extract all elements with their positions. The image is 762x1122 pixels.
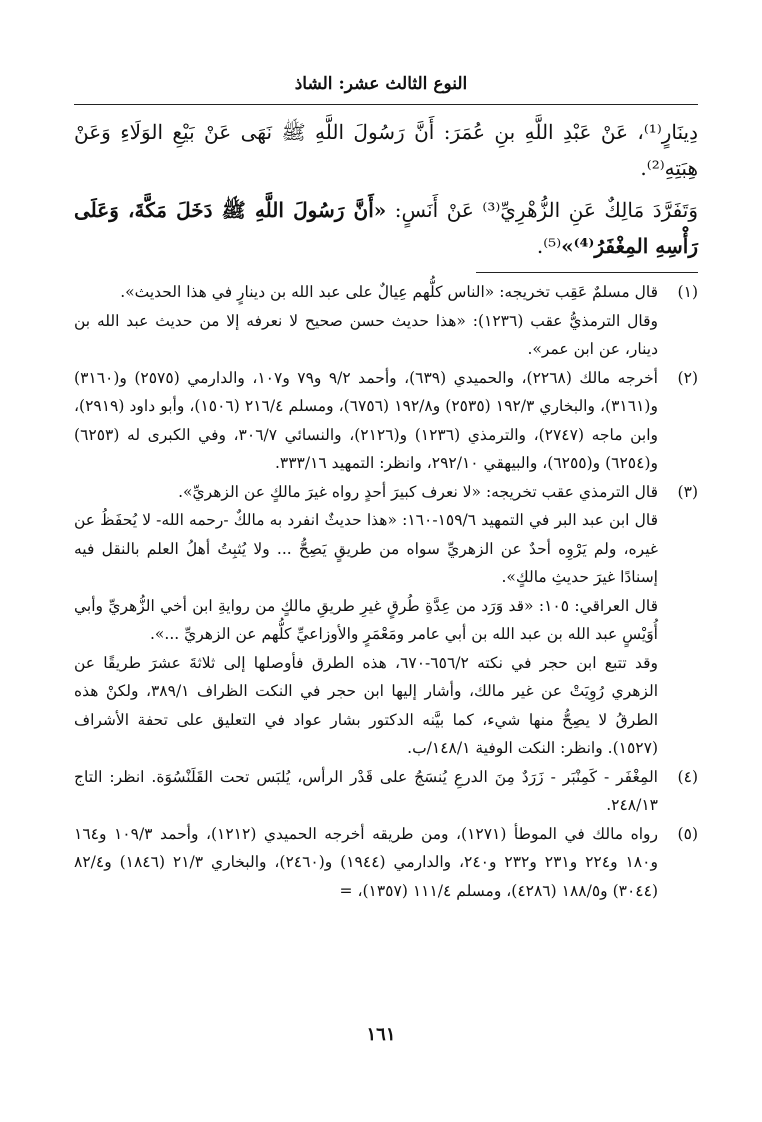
main-line-2 xyxy=(74,192,698,264)
footnote-paragraph: قال مسلمٌ عَقِب تخريجه: «الناس كلُّهم عِيالٌ على عبد الله بن دينارٍ في هذا الحديث». xyxy=(120,283,658,301)
main-line-1: دِينَارٍ⁽¹⁾، عَنْ عَبْدِ اللَّهِ بنِ عُمَرَ: أَنَّ رَسُولَ اللَّهِ ﷺ نَهَى عَنْ بَيْعِ الوَلَاءِ وَعَنْ هِبَتِهِ⁽²⁾. xyxy=(74,120,698,180)
footnote-4 xyxy=(74,763,698,820)
footnote-paragraph xyxy=(74,820,658,906)
footnote-paragraph: قال الترمذي عقب تخريجه: «لا نعرف كبيرَ أحدٍ رواه غيرَ مالكٍ عن الزهريِّ». xyxy=(178,482,658,501)
footnote-5 xyxy=(74,820,698,906)
header-divider xyxy=(74,104,698,105)
hadith-quote: «أَنَّ رَسُولَ اللَّهِ ﷺ دَخَلَ مَكَّةَ، وَعَلَى رَأْسِهِ المِغْفَرُ⁽⁴⁾» xyxy=(74,198,698,258)
footnote-number: (٣) xyxy=(677,482,698,501)
footnote-2 xyxy=(74,364,698,478)
footnote-paragraph: قال العراقي: ١٠٥: «قد وَرَد من عِدَّةِ طُرقٍ غيرِ طريقِ مالكٍ من روايةِ ابن أخي الزُّهريِّ وأبي أُوَيْسٍ عبد الله بن عبد الله بن أبي عامر ومَعْمَرٍ والأوزاعيِّ كلُّهم عن الزهريِّ ...». xyxy=(74,596,658,643)
footnote-number: (٢) xyxy=(677,368,698,387)
footnote-paragraph: وقال الترمذيُّ عقب (١٢٣٦): «هذا حديث حسن صحيح لا نعرفه إلا من حديث عبد الله بن دينار، عن ابن عمر». xyxy=(74,311,658,358)
page-number: ١٦١ xyxy=(366,1024,396,1045)
footnote-number: (٥) xyxy=(677,824,698,843)
footnote-number: (١) xyxy=(677,283,698,301)
main-line-2-end: ⁽⁵⁾. xyxy=(536,234,562,258)
footnote-paragraph: قال ابن عبد البر في التمهيد ١٥٩/٦-١٦٠: «هذا حديثٌ انفرد به مالكٌ -رحمه الله- لا يُحفَظُ عن غيره، ولم يَرْوِه أحدٌ عن الزهريِّ سواه من طريقٍ يَصِحُّ ... ولا يُثبِتُ أهلُ العلم بالنقل فيه إسنادًا غيرَ حديثِ مالكٍ». xyxy=(74,511,658,586)
footnote-divider xyxy=(476,272,698,273)
footnote-paragraph: المِغْفَر - كَمِنْبَر - زَرَدٌ مِنَ الدرعِ يُنسَجُ على قَدْر الرأس، يُلبَس تحت القَلَنْسُوَة. انظر: التاج ٢٤٨/١٣. xyxy=(74,767,658,814)
continuation-mark: = xyxy=(339,881,353,900)
page-header-title: النوع الثالث عشر: الشاذ xyxy=(294,74,468,94)
footnote-text: رواه مالك في الموطأ (١٢٧١)، ومن طريقه أخرجه الحميدي (١٢١٢)، وأحمد ١٠٩/٣ و١٦٤ و١٨٠ و٢٢٤ و٢٣١ و٢٣٢ و٢٤٠، والدارمي (١٩٤٤) و(٢٤٦٠)، والبخاري ٢١/٣ (١٨٤٦) و٨٢/٤ (٣٠٤٤) و١٨٨/٥ (٤٢٨٦)، ومسلم ١١١/٤ (١٣٥٧)، xyxy=(74,824,658,900)
footnote-3 xyxy=(74,478,698,763)
footnote-number: (٤) xyxy=(677,767,698,786)
footnote-paragraph: أخرجه مالك (٢٢٦٨)، والحميدي (٦٣٩)، وأحمد ٩/٢ و٧٩ و١٠٧، والدارمي (٢٥٧٥) و(٣١٦٠) و(٣١٦١)، والبخاري ١٩٢/٣ (٢٥٣٥) و١٩٢/٨ (٦٧٥٦)، ومسلم ٢١٦/٤ (١٥٠٦)، وأبو داود (٢٩١٩)، وابن ماجه (٢٧٤٧)، والترمذي (١٢٣٦) و(٢١٢٦)، والنسائي ٣٠٦/٧، وفي الكبرى له (٦٢٥٣) و(٦٢٥٤) و(٦٢٥٥)، والبيهقي ٢٩٢/١٠، وانظر: التمهيد ٣٣٣/١٦. xyxy=(74,368,658,472)
footnote-paragraph: وقد تتبع ابن حجر في نكته ٦٥٦/٢-٦٧٠، هذه الطرق فأوصلها إلى ثلاثةَ عشرَ طريقًا عن الزهري رُوِيَتْ عن غير مالك، وأشار إليها ابن حجر في النكت الظراف ٣٨٩/١، ولكنْ هذه الطرقُ لا يصِحُّ منها شيء، كما بيَّنه الدكتور بشار عواد في التعليق على تحفة الأشراف (١٥٢٧). وانظر: النكت الوفية ١٤٨/١/ب. xyxy=(74,653,658,757)
main-line-2-intro: وَتَفَرَّدَ مَالِكٌ عَنِ الزُّهْرِيِّ⁽³⁾ عَنْ أَنَسٍ: xyxy=(386,198,698,222)
footnotes xyxy=(74,278,698,905)
footnote-1 xyxy=(74,278,698,364)
main-text xyxy=(74,114,698,264)
